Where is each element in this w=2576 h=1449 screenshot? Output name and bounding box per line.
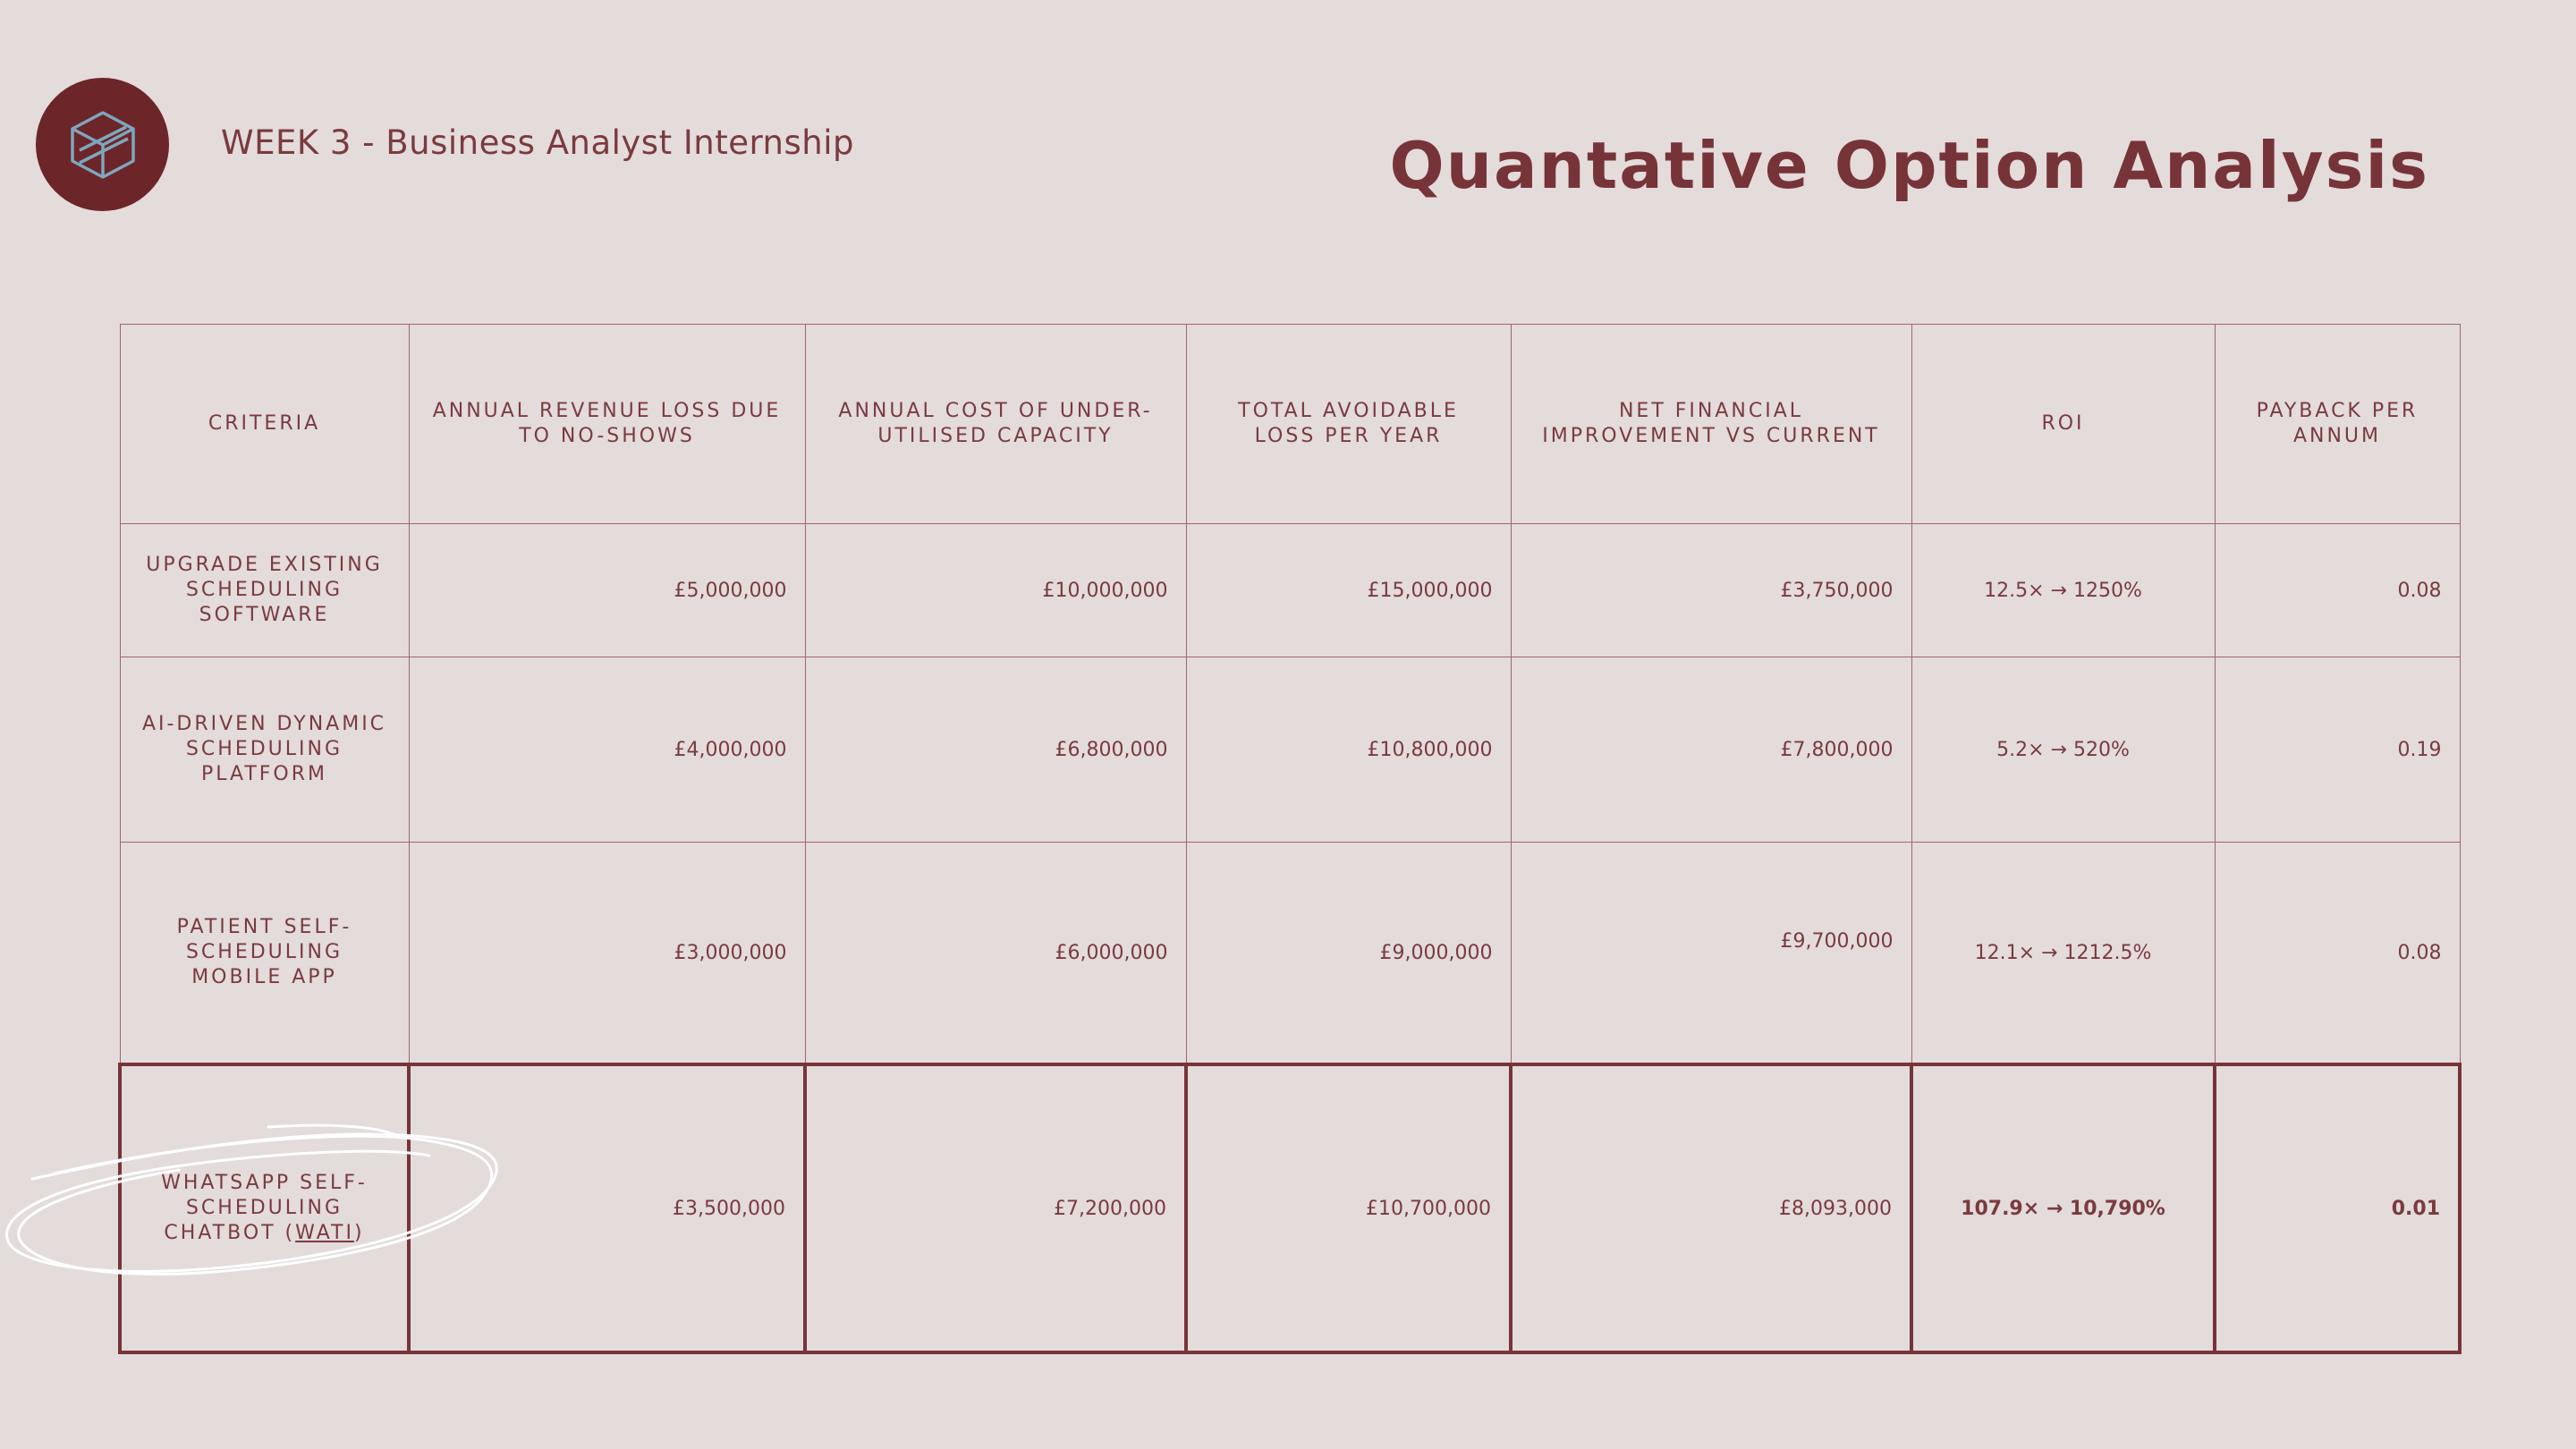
column-header: PAYBACK PER ANNUM: [2215, 325, 2460, 524]
under-utilised-cost-cell: £6,800,000: [805, 657, 1186, 843]
column-header: CRITERIA: [120, 325, 409, 524]
table-row: [120, 843, 2460, 1065]
payback-cell: 0.01: [2215, 1064, 2460, 1352]
column-header: ANNUAL COST OF UNDER-UTILISED CAPACITY: [805, 325, 1186, 524]
payback-cell: 0.08: [2215, 843, 2460, 1065]
column-header: NET FINANCIAL IMPROVEMENT VS CURRENT: [1511, 325, 1911, 524]
net-improvement-cell: [1511, 843, 1911, 1065]
total-avoidable-loss-cell: £15,000,000: [1186, 524, 1511, 657]
column-header: TOTAL AVOIDABLE LOSS PER YEAR: [1186, 325, 1511, 524]
page-title: Quantative Option Analysis: [1389, 128, 2429, 203]
cube-logo-icon: [69, 109, 137, 181]
total-avoidable-loss-cell: £10,800,000: [1186, 657, 1511, 843]
criteria-cell: [120, 1064, 409, 1352]
revenue-loss-cell: £4,000,000: [409, 657, 805, 843]
column-header: ROI: [1911, 325, 2215, 524]
total-avoidable-loss-cell: £9,000,000: [1186, 843, 1511, 1065]
column-header: ANNUAL REVENUE LOSS DUE TO NO-SHOWS: [409, 325, 805, 524]
net-improvement-cell: £8,093,000: [1511, 1064, 1911, 1352]
criteria-text: WHATSAPP SELF-SCHEDULING CHATBOT (: [161, 1172, 368, 1244]
table-header-row: [120, 325, 2460, 524]
criteria-cell: UPGRADE EXISTING SCHEDULING SOFTWARE: [120, 524, 409, 657]
company-logo: [36, 78, 169, 211]
criteria-text-end: ): [353, 1222, 365, 1244]
page-subtitle: WEEK 3 - Business Analyst Internship: [221, 123, 854, 162]
option-analysis-table: [118, 324, 2462, 1354]
net-improvement-cell: £7,800,000: [1511, 657, 1911, 843]
net-improvement-cell: £3,750,000: [1511, 524, 1911, 657]
criteria-cell: AI-DRIVEN DYNAMIC SCHEDULING PLATFORM: [120, 657, 409, 843]
under-utilised-cost-cell: £10,000,000: [805, 524, 1186, 657]
table-row: [120, 524, 2460, 657]
payback-cell: 0.08: [2215, 524, 2460, 657]
roi-cell: 5.2× → 520%: [1911, 657, 2215, 843]
under-utilised-cost-cell: £6,000,000: [805, 843, 1186, 1065]
roi-cell: 12.1× → 1212.5%: [1911, 843, 2215, 1065]
under-utilised-cost-cell: £7,200,000: [805, 1064, 1186, 1352]
table-row: [120, 657, 2460, 843]
net-improvement-value: £9,700,000: [1780, 929, 1894, 953]
wati-link[interactable]: WATI: [295, 1222, 354, 1244]
criteria-cell: PATIENT SELF-SCHEDULING MOBILE APP: [120, 843, 409, 1065]
revenue-loss-cell: £3,500,000: [409, 1064, 805, 1352]
payback-cell: 0.19: [2215, 657, 2460, 843]
revenue-loss-cell: £5,000,000: [409, 524, 805, 657]
total-avoidable-loss-cell: £10,700,000: [1186, 1064, 1511, 1352]
highlighted-table-row: [120, 1064, 2460, 1352]
revenue-loss-cell: £3,000,000: [409, 843, 805, 1065]
roi-cell: 12.5× → 1250%: [1911, 524, 2215, 657]
roi-cell: 107.9× → 10,790%: [1911, 1064, 2215, 1352]
